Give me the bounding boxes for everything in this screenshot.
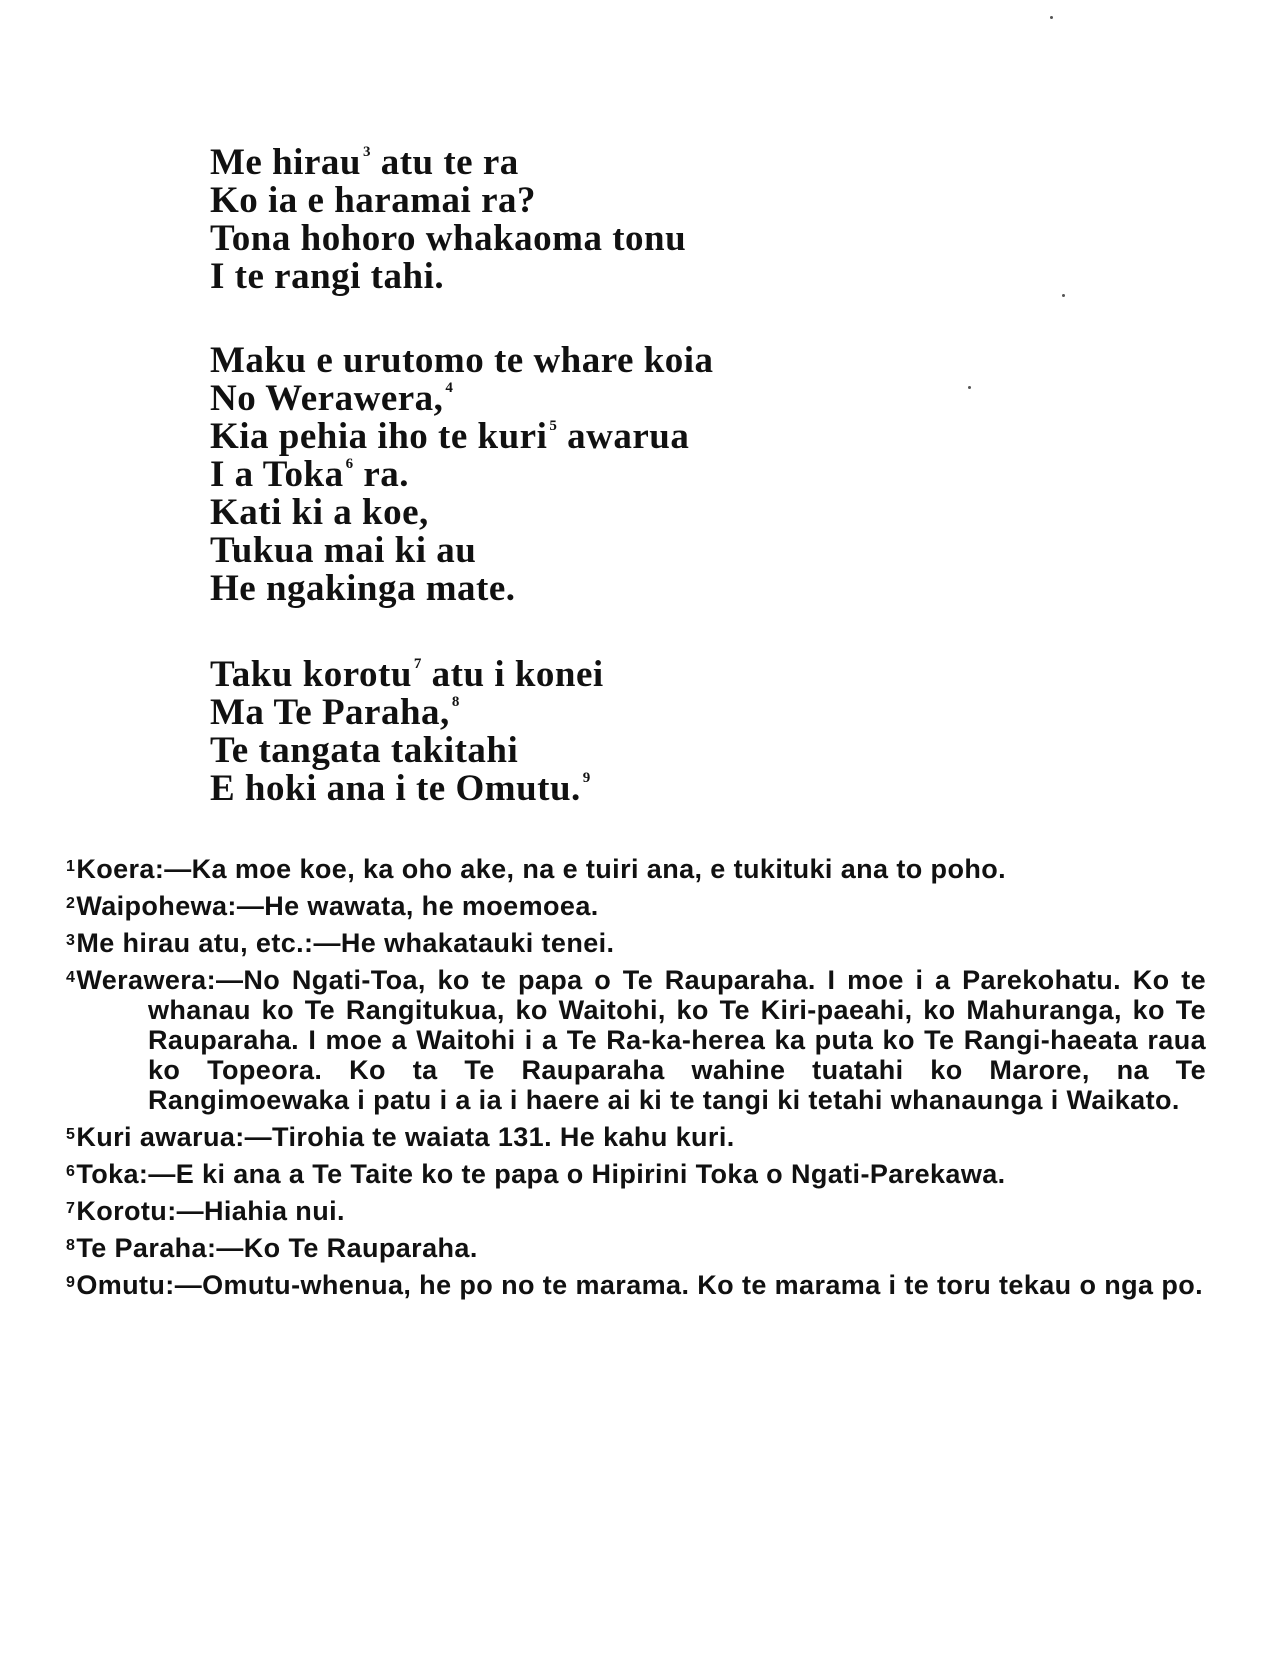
verse-line: Kati ki a koe, xyxy=(210,492,429,533)
footnote-marker: 9 xyxy=(582,770,591,786)
verse-line: He ngakinga mate. xyxy=(210,568,516,609)
footnote xyxy=(66,1233,1206,1263)
footnote-text: Omutu:—Omutu-whenua, he po no te marama. Ko te marama i te toru tekau o nga po. xyxy=(76,1270,1204,1300)
stanza-2 xyxy=(210,342,1030,608)
footnote xyxy=(66,965,1206,1115)
footnote-marker: 6 xyxy=(345,456,354,472)
footnotes xyxy=(66,854,1206,1307)
footnote-number: 2 xyxy=(66,895,76,912)
footnote-marker: 8 xyxy=(451,694,460,710)
verse-line: E hoki ana i te Omutu. $^9$ xyxy=(210,768,591,809)
verse-line: No Werawera, $^4$ xyxy=(210,378,454,419)
verse-line: Me hirau $^3$ atu te ra xyxy=(210,142,519,183)
footnote xyxy=(66,1122,1206,1152)
verse-line: Taku korotu $^7$ atu i konei xyxy=(210,654,604,695)
verse-line: Ma Te Paraha, $^8$ xyxy=(210,692,460,733)
footnote-number: 6 xyxy=(66,1163,76,1180)
footnote xyxy=(66,891,1206,921)
footnote-text: Me hirau atu, etc.:—He whakatauki tenei. xyxy=(76,928,615,958)
footnote-number: 7 xyxy=(66,1200,76,1217)
verse-line: Maku e urutomo te whare koia xyxy=(210,340,714,381)
footnote-text: Kuri awarua:—Tirohia te waiata 131. He kahu kuri. xyxy=(76,1122,735,1152)
footnote xyxy=(66,1270,1206,1300)
footnote-marker: 4 xyxy=(445,380,454,396)
footnote-marker: 7 xyxy=(413,656,422,672)
verse-line: I te rangi tahi. xyxy=(210,256,445,297)
footnote-number: 8 xyxy=(66,1237,76,1254)
scan-speck xyxy=(1050,16,1053,19)
scan-speck xyxy=(1062,294,1065,297)
footnote-number: 5 xyxy=(66,1126,76,1143)
verse-line: Ko ia e haramai ra? xyxy=(210,180,537,221)
footnote xyxy=(66,928,1206,958)
footnote-number: 1 xyxy=(66,858,76,875)
footnote-text: Korotu:—Hiahia nui. xyxy=(76,1196,345,1226)
footnote-text: Koera:—Ka moe koe, ka oho ake, na e tuiri ana, e tukituki ana to poho. xyxy=(76,854,1007,884)
verse-line: Tukua mai ki au xyxy=(210,530,477,571)
footnote-number: 9 xyxy=(66,1274,76,1291)
verse-line: Tona hohoro whakaoma tonu xyxy=(210,218,687,259)
footnote xyxy=(66,854,1206,884)
footnote-marker: 5 xyxy=(549,418,558,434)
footnote-number: 4 xyxy=(66,969,76,986)
footnote xyxy=(66,1196,1206,1226)
stanza-1 xyxy=(210,144,1030,296)
verse-line: I a Toka $^6$ ra. xyxy=(210,454,410,495)
footnote-marker: 3 xyxy=(362,144,371,160)
verse-line: Kia pehia iho te kuri $^5$ awarua xyxy=(210,416,690,457)
footnote-text: Werawera:—No Ngati-Toa, ko te papa o Te Rauparaha. I moe i a Parekohatu. Ko te whanau ko Te Rangitukua, ko Waitohi, ko Te Kiri-paeahi, ko Mahuranga, ko Te Rauparaha. I moe a Waitohi i a Te Ra-ka-herea ka puta ko Te Rangi-haeata raua ko Topeora. Ko ta Te Rauparaha wahine tuatahi ko Marore, na Te Rangimoewaka i patu i a ia i haere ai ki te tangi ki tetahi whanaunga i Waikato. xyxy=(76,965,1206,1115)
footnote-text: Waipohewa:—He wawata, he moemoea. xyxy=(76,891,599,921)
footnote-text: Te Paraha:—Ko Te Rauparaha. xyxy=(76,1233,478,1263)
footnote xyxy=(66,1159,1206,1189)
footnote-number: 3 xyxy=(66,932,76,949)
stanza-3 xyxy=(210,656,1030,808)
verse-line: Te tangata takitahi xyxy=(210,730,519,771)
footnote-text: Toka:—E ki ana a Te Taite ko te papa o Hipirini Toka o Ngati-Parekawa. xyxy=(76,1159,1006,1189)
